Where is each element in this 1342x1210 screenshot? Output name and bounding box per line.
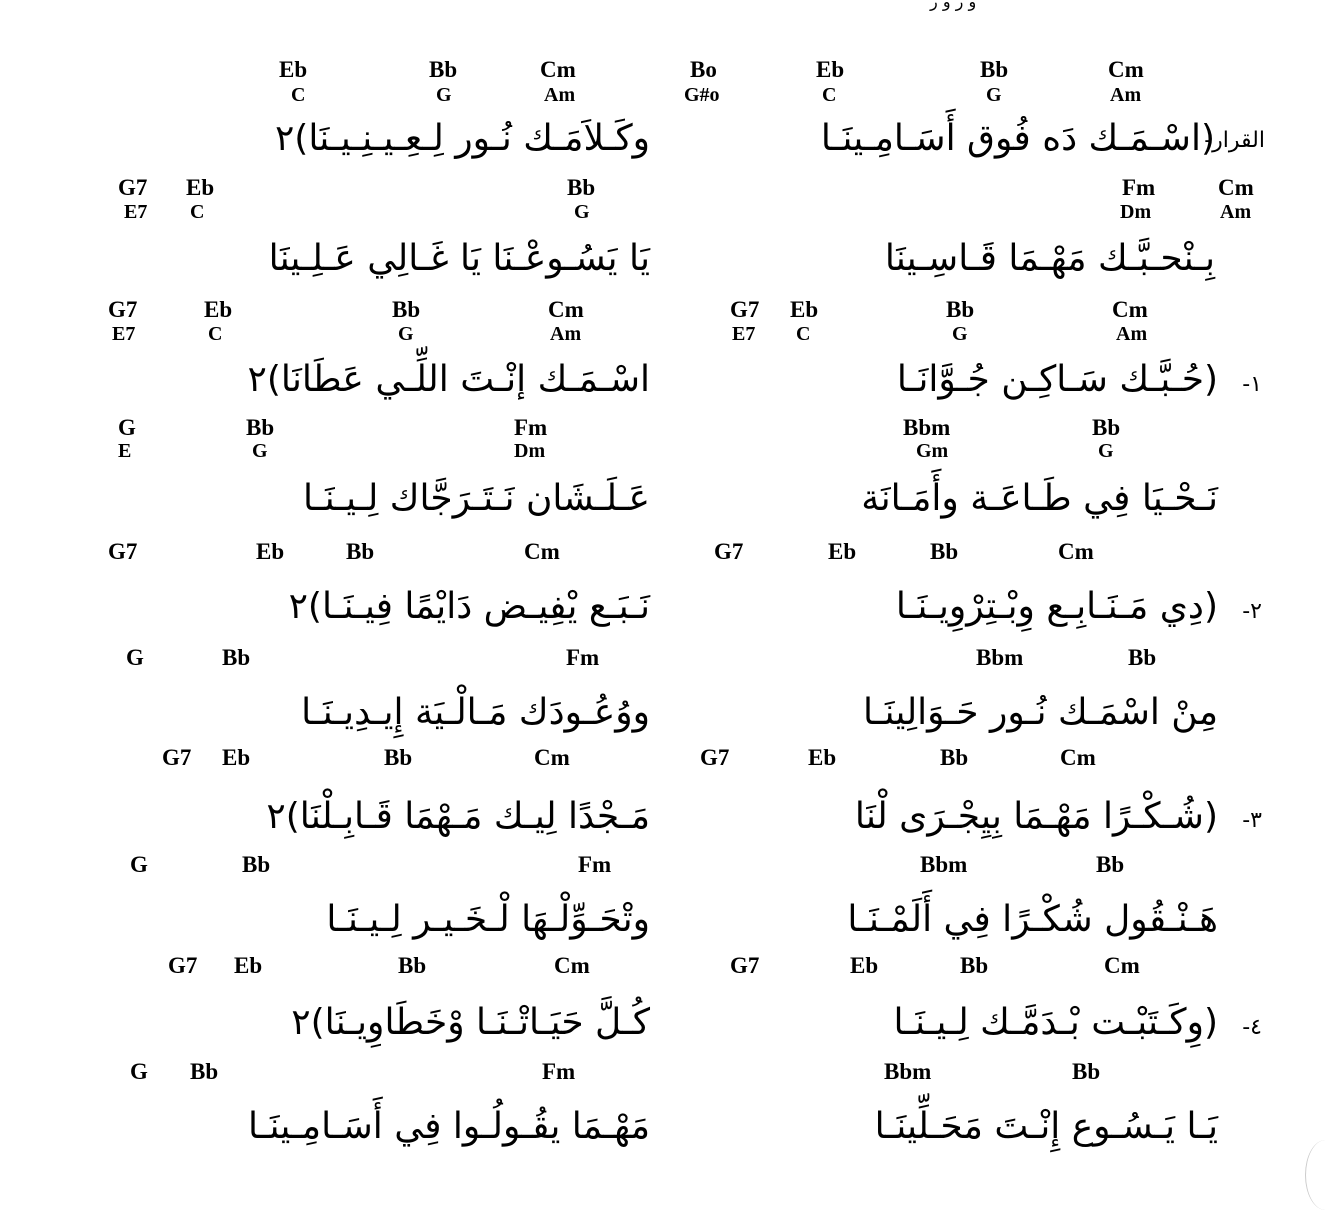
chord: Bb (429, 57, 458, 82)
chord: Fm (514, 415, 548, 440)
chord: Bb (567, 175, 596, 200)
chord: Eb (256, 539, 285, 564)
chord-alt: G (986, 84, 1002, 106)
chord: Bo (690, 57, 717, 82)
chord: Eb (808, 745, 837, 770)
chord: Cm (1058, 539, 1094, 564)
chord: G7 (162, 745, 192, 770)
chord: Bb (242, 852, 271, 877)
chord-alt: C (291, 84, 306, 106)
chord: Bbm (884, 1059, 932, 1084)
chord: Fm (1122, 175, 1156, 200)
chord-alt: Am (550, 323, 582, 345)
chord-alt: Dm (1120, 201, 1152, 223)
chord: G7 (118, 175, 148, 200)
verse-number: ٢- (1242, 599, 1262, 624)
chord: Bb (398, 953, 427, 978)
chord: Cm (524, 539, 560, 564)
lyric-line: (اسْـمَـك دَه فُوق أَسَـامِـينَـا (820, 118, 1215, 159)
lyric-line: (حُـبَّـك سَـاكِـن جُـوَّانَـا (896, 359, 1218, 400)
verse-number: ٤- (1242, 1015, 1262, 1040)
chord: Eb (279, 57, 308, 82)
top-cut-text: و ر و ر (930, 0, 977, 11)
chord: Bb (190, 1059, 219, 1084)
verse-number: ١- (1242, 372, 1262, 397)
chord: Bbm (903, 415, 951, 440)
chord-alt: G (1098, 440, 1114, 462)
chord: Eb (816, 57, 845, 82)
lyric-line: يَا يَسُـوعْـنَا يَا غَـالِي عَـلِـينَا (268, 238, 650, 279)
chord-alt: C (796, 323, 811, 345)
chord: Cm (1218, 175, 1254, 200)
chord: Bb (946, 297, 975, 322)
chord: Bb (384, 745, 413, 770)
lyric-line: هَـنْـقُول شُكْـرًا فِي أَلَمْـنَـا (847, 899, 1218, 940)
chord: G7 (730, 953, 760, 978)
verse-number: ٣- (1242, 808, 1262, 833)
chord: G7 (700, 745, 730, 770)
chord: Eb (790, 297, 819, 322)
chord: Eb (234, 953, 263, 978)
lyric-line: مَهْـمَا يقُـولُـوا فِي أَسَـامِـينَـا (248, 1106, 650, 1147)
lyric-line: وكَـلاَمَـك نُـور لِـعِـيـنِـيـنَا)٢ (274, 118, 650, 159)
lyric-line: بِـنْحـبَّـك مَهْـمَا قَـاسِـينَا (884, 238, 1215, 279)
chord: Eb (850, 953, 879, 978)
chord: Eb (204, 297, 233, 322)
chord-alt: G#o (684, 84, 720, 106)
lyric-line: مِنْ اسْمَـك نُـور حَـوَالِينَـا (862, 692, 1218, 733)
chord: Fm (578, 852, 612, 877)
chord-alt: E7 (124, 201, 148, 223)
chord: Bb (1092, 415, 1121, 440)
lyric-line: عَـلَـشَان نَـتَـرَجَّاك لِـيـنَـا (303, 478, 650, 519)
chord: Bbm (976, 645, 1024, 670)
chord: Bb (930, 539, 959, 564)
chord: Bbm (920, 852, 968, 877)
chord-alt: G (436, 84, 452, 106)
chorus-label: القرار- (1204, 128, 1265, 153)
chord: Cm (1104, 953, 1140, 978)
chord-alt: Gm (916, 440, 949, 462)
lyric-line: مَـجْدًا لِيـك مَـهْمَا قَـابِـلْنَا)٢ (266, 796, 650, 837)
chord-alt: C (208, 323, 223, 345)
chord-alt: Am (1116, 323, 1148, 345)
chord: Cm (1060, 745, 1096, 770)
lyric-line: (دِي مَـنَـابِـع وِبْـتِرْوِيـنَـا (895, 586, 1218, 627)
chord: G (130, 852, 148, 877)
chord: Bb (940, 745, 969, 770)
lyric-line: اسْـمَـك إنْـتَ اللِّـي عَطَانَا)٢ (247, 359, 650, 400)
chord: Fm (566, 645, 600, 670)
chord: G7 (108, 539, 138, 564)
lyric-line: نَـبَـع يْفِيـض دَايْمًا فِيـنَـا)٢ (288, 586, 650, 627)
chord-alt: Am (1220, 201, 1252, 223)
chord-alt: G (252, 440, 268, 462)
chord: Bb (222, 645, 251, 670)
chord: Bb (246, 415, 275, 440)
chord-alt: Dm (514, 440, 546, 462)
chord: Eb (828, 539, 857, 564)
chord: G (126, 645, 144, 670)
chord-alt: Am (1110, 84, 1142, 106)
chord-alt: E (118, 440, 132, 462)
chord: G7 (168, 953, 198, 978)
chord-alt: E7 (112, 323, 136, 345)
chord: Cm (540, 57, 576, 82)
chord-alt: G (574, 201, 590, 223)
chord: Bb (1128, 645, 1157, 670)
chord: Bb (1096, 852, 1125, 877)
chord-alt: E7 (732, 323, 756, 345)
chord: Cm (1112, 297, 1148, 322)
chord: G (118, 415, 136, 440)
chord: Bb (1072, 1059, 1101, 1084)
chord: Bb (960, 953, 989, 978)
chord: Bb (346, 539, 375, 564)
chord: Cm (1108, 57, 1144, 82)
chord: Fm (542, 1059, 576, 1084)
chord: G (130, 1059, 148, 1084)
chord: Bb (980, 57, 1009, 82)
lyric-line: يَـا يَـسُـوع إِنْـتَ مَحَـلِّينَـا (874, 1106, 1218, 1147)
chord-alt: C (822, 84, 837, 106)
lyric-line: كُـلَّ حَيَـاتْـنَـا وْخَطَاوِيـنَا)٢ (291, 1002, 650, 1043)
lyric-line: وتْحَـوِّلْـهَا لْـخَـيـر لِـيـنَـا (326, 899, 650, 940)
chord: G7 (714, 539, 744, 564)
lyric-line: (شُـكْـرًا مَهْـمَا بِيِجْـرَى لْنَا (854, 796, 1218, 837)
chord-alt: C (190, 201, 205, 223)
chord-alt: G (952, 323, 968, 345)
lyric-line: نَـحْـيَا فِي طَـاعَـة وأَمَـانَة (861, 478, 1218, 519)
chord: G7 (108, 297, 138, 322)
chord: Bb (392, 297, 421, 322)
chord: G7 (730, 297, 760, 322)
chord: Eb (222, 745, 251, 770)
chord: Cm (554, 953, 590, 978)
lyric-line: ووُعُـودَك مَـالْـيَة إِيـدِيـنَـا (301, 692, 650, 733)
lyric-line: (وِكَـتَبْـت بْـدَمَّـك لِـيـنَـا (893, 1002, 1218, 1043)
chord: Cm (548, 297, 584, 322)
chord-alt: G (398, 323, 414, 345)
chord: Eb (186, 175, 215, 200)
chord-alt: Am (544, 84, 576, 106)
chord: Cm (534, 745, 570, 770)
